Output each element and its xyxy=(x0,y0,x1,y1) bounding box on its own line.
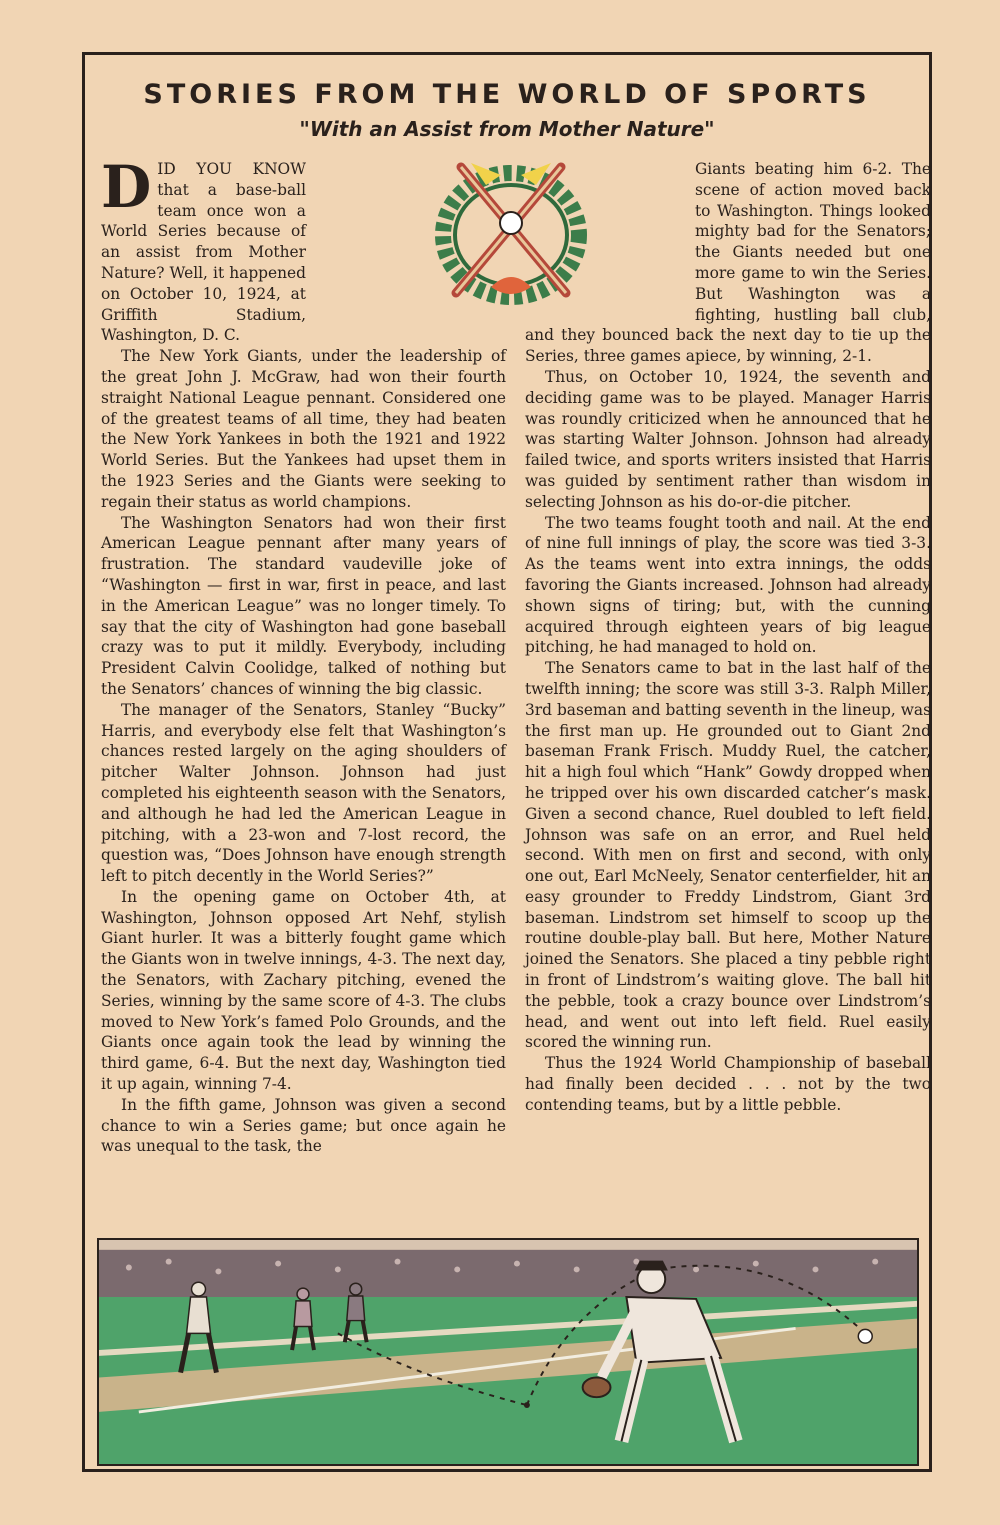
article-paragraph: In the fifth game, Johnson was given a second chance to win a Series game; but once again he was unequal to the task, the xyxy=(101,1095,506,1156)
article-paragraph: Thus the 1924 World Championship of baseball had finally been decided . . . not by the two contending teams, but by a little pebble. xyxy=(525,1054,931,1114)
article-paragraph: The Senators came to bat in the last half of the twelfth inning; the score was still 3-3. Ralph Miller, 3rd baseman and batting seventh in the lineup, was the first man up. He grounded out to Giant 2nd baseman Frank Frisch. Muddy Ruel, the catcher, hit a high foul which “Hank” Gowdy dropped when he tripped over his own discarded catcher’s mask. Given a second chance, Ruel doubled to left field. Johnson was safe on an error, and Ruel held second. With men on first and second, with only one out, Earl McNeely, Senator centerfielder, hit an easy grounder to Freddy Lindstrom, Giant 3rd baseman. Lindstrom set himself to scoop up the routine double-play ball. But here, Mother Nature joined the Senators. She placed a tiny pebble right in front of Lindstrom’s waiting glove. The ball hit the pebble, took a crazy bounce over Lindstrom’s head, and went out into left field. Ruel easily scored the winning run. xyxy=(525,659,931,1052)
emblem-space xyxy=(525,159,695,307)
baseball-field-illustration xyxy=(97,1238,919,1466)
article-paragraph: In the opening game on October 4th, at Washington, Johnson opposed Art Nehf, stylish Giant hurler. It was a bitterly fought game which the Giants won in twelve innings, 4-3. The next day, the Senators, with Zachary pitching, evened the Series, winning by the same score of 4-3. The clubs moved to New York’s famed Polo Grounds, and the Giants once again took the lead by winning the third game, 6-4. But the next day, Washington tied it up again, winning 7-4. xyxy=(101,887,506,1094)
article-right-column xyxy=(525,159,931,1116)
article-left-column xyxy=(101,153,506,1157)
article-paragraph: The Washington Senators had won their first American League pennant after many years of frustration. The standard vaudeville joke of “Washington — first in war, first in peace, and last in the American League” was no longer timely. To say that the city of Washington had gone baseball crazy was to put it mildly. Everybody, including President Calvin Coolidge, talked of nothing but the Senators’ chances of winning the big classic. xyxy=(101,513,506,698)
article-paragraph: The manager of the Senators, Stanley “Bucky” Harris, and everybody else felt that Washington’s chances rested largely on the aging shoulders of pitcher Walter Johnson. Johnson had just completed his eighteenth season with the Senators, and although he had led the American League in pitching, with a 23-won and 7-lost record, the question was, “Does Johnson have enough strength left to pitch decently in the World Series?” xyxy=(101,700,506,886)
article-paragraph: The New York Giants, under the leadership of the great John J. McGraw, had won their fourth straight National League pennant. Considered one of the greatest teams of all time, they had beaten the New York Yankees in both the 1921 and 1922 World Series. But the Yankees had upset them in the 1923 Series and the Giants were seeking to regain their status as world champions. xyxy=(101,347,506,511)
article-frame xyxy=(82,52,932,1472)
drop-cap: D xyxy=(101,153,152,221)
article-paragraph: DID YOU KNOW that a base-ball team once won a World Series because of an assist from Mother Nature? Well, it happened on October 10, 1924, at Griffith Stadium, Washington, D. C. xyxy=(101,153,306,345)
story-subtitle: "With an Assist from Mother Nature" xyxy=(299,117,715,141)
page-title: STORIES FROM THE WORLD OF SPORTS xyxy=(143,79,871,110)
article-paragraph: Giants beating him 6-2. The scene of action moved back to Washington. Things looked mighty bad for the Senators; the Giants needed but one more game to win the Series. But Washington was a fighting, hustling ball club, and they bounced back the next day to tie up the Series, three games apiece, by winning, 2-1. xyxy=(525,160,931,366)
article-paragraph: The two teams fought tooth and nail. At the end of nine full innings of play, the score was tied 3-3. As the teams went into extra innings, the odds favoring the Giants increased. Johnson had already shown signs of tiring; but, with the cunning acquired through eighteen years of big league pitching, he had managed to hold on. xyxy=(525,513,931,657)
emblem-space xyxy=(306,159,506,305)
article-paragraph: Thus, on October 10, 1924, the seventh and deciding game was to be played. Manager Harris was roundly criticized when he announced that he was starting Walter Johnson. Johnson had already failed twice, and sports writers insisted that Harris was guided by sentiment rather than wisdom in selecting Johnson as his do-or-die pitcher. xyxy=(525,367,931,511)
